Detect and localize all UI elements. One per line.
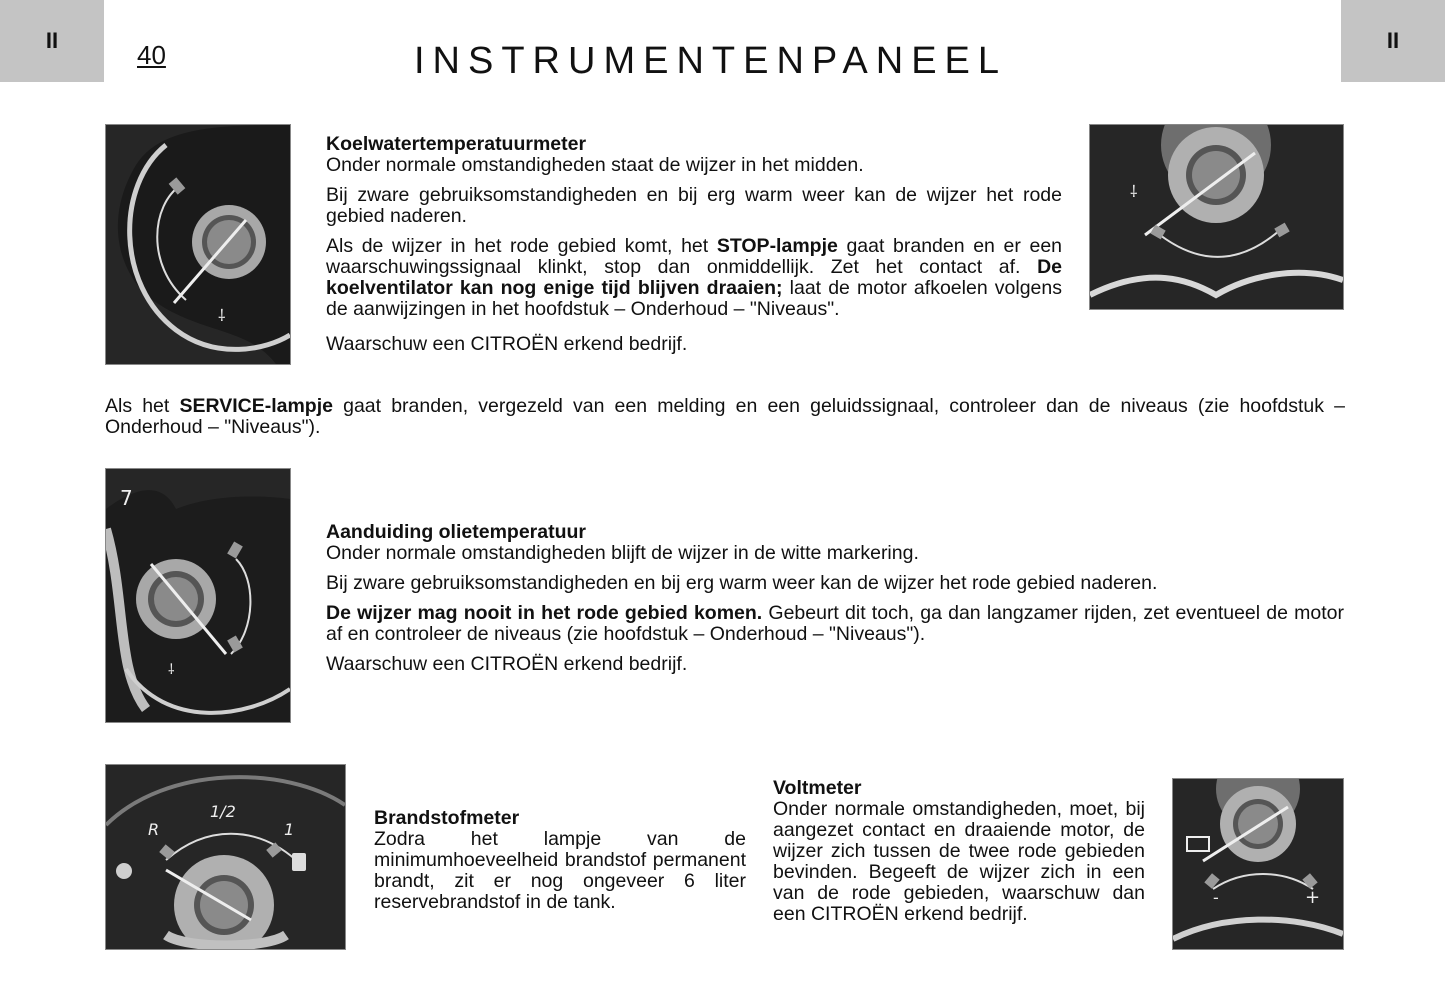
section-tab-left bbox=[0, 0, 104, 82]
fuel-gauge-image bbox=[105, 764, 346, 950]
svg-text:⸸: ⸸ bbox=[168, 662, 175, 678]
section-marker: II bbox=[1386, 28, 1400, 53]
oil-warning: De wijzer mag nooit in het rode gebied komen. bbox=[326, 602, 763, 624]
page-number: 40 bbox=[137, 40, 166, 70]
coolant-heading: Koelwatertemperatuurmeter bbox=[326, 133, 587, 155]
voltmeter-image bbox=[1172, 778, 1344, 950]
coolant-paragraph-4: Waarschuw een CITROËN erkend bedrijf. bbox=[326, 333, 688, 355]
fuel-paragraph: Zodra het lampje van de minimumhoeveelheid brandstof permanent brandt, zit er nog ongeveer 6 liter reservebrandstof in de tank. bbox=[374, 828, 746, 913]
gauge-number: 7 bbox=[120, 486, 133, 510]
fuel-section bbox=[374, 808, 746, 922]
fuel-label-reserve: R bbox=[148, 820, 160, 839]
oil-paragraph-3: De wijzer mag nooit in het rode gebied komen. Gebeurt dit toch, ga dan langzamer rijden, zet eventueel de motor af en controleer de niveaus (zie hoofdstuk – Onderhoud – "Niveaus"). bbox=[326, 602, 1344, 645]
fuel-warning-lamp bbox=[116, 863, 132, 879]
volt-label-plus: + bbox=[1305, 887, 1321, 908]
oil-gauge-image bbox=[105, 468, 291, 723]
service-lamp-term: SERVICE-lampje bbox=[179, 395, 333, 417]
page-title: INSTRUMENTENPANEEL bbox=[414, 40, 1008, 82]
section-marker: II bbox=[45, 28, 59, 53]
coolant-gauge-image bbox=[105, 124, 291, 365]
volt-label-minus: - bbox=[1213, 888, 1219, 907]
oil-section bbox=[326, 522, 1344, 684]
coolant-section bbox=[326, 134, 1062, 364]
coolant-paragraph-1: Onder normale omstandigheden staat de wijzer in het midden. bbox=[326, 154, 864, 176]
oil-paragraph-1: Onder normale omstandigheden blijft de wijzer in de witte markering. bbox=[326, 542, 919, 564]
volt-paragraph: Onder normale omstandigheden, moet, bij aangezet contact en draaiende motor, de wijzer zich tussen de twee rode gebieden bevinden. Begeeft de wijzer zich in een van de rode gebieden, waarschuw dan een CITROËN erkend bedrijf. bbox=[773, 798, 1145, 925]
fuel-label-half: 1/2 bbox=[210, 802, 236, 821]
service-paragraph: Als het SERVICE-lampje gaat branden, vergezeld van een melding en een geluidssignaal, controleer dan de niveaus (zie hoofdstuk – Onderhoud – "Niveaus"). bbox=[105, 395, 1345, 438]
volt-section bbox=[773, 778, 1145, 934]
fan-warning: De koelventilator kan nog enige tijd blijven draaien; bbox=[326, 256, 1062, 299]
fuel-pump-icon bbox=[292, 853, 306, 871]
coolant-gauge-warning-image bbox=[1089, 124, 1344, 310]
section-tab-right bbox=[1341, 0, 1445, 82]
fuel-heading: Brandstofmeter bbox=[374, 807, 520, 829]
oil-paragraph-2: Bij zware gebruiksomstandigheden en bij erg warm weer kan de wijzer het rode gebied naderen. bbox=[326, 572, 1158, 594]
volt-heading: Voltmeter bbox=[773, 777, 862, 799]
oil-paragraph-4: Waarschuw een CITROËN erkend bedrijf. bbox=[326, 653, 688, 675]
coolant-paragraph-3: Als de wijzer in het rode gebied komt, het STOP-lampje gaat branden en er een waarschuwingssignaal klinkt, stop dan onmiddellijk. Zet het contact af. De koelventilator kan nog enige tijd blijven draaien; laat de motor afkoelen volgens de aanwijzingen in het hoofdstuk – Onderhoud – "Niveaus". bbox=[326, 235, 1063, 320]
coolant-paragraph-2: Bij zware gebruiksomstandigheden en bij erg warm weer kan de wijzer het rode gebied naderen. bbox=[326, 184, 1062, 227]
svg-text:⸸: ⸸ bbox=[1130, 182, 1138, 201]
fuel-label-full: 1 bbox=[284, 820, 295, 839]
stop-lamp-term: STOP-lampje bbox=[716, 235, 838, 257]
svg-text:⸸: ⸸ bbox=[218, 306, 226, 325]
oil-heading: Aanduiding olietemperatuur bbox=[326, 521, 587, 543]
